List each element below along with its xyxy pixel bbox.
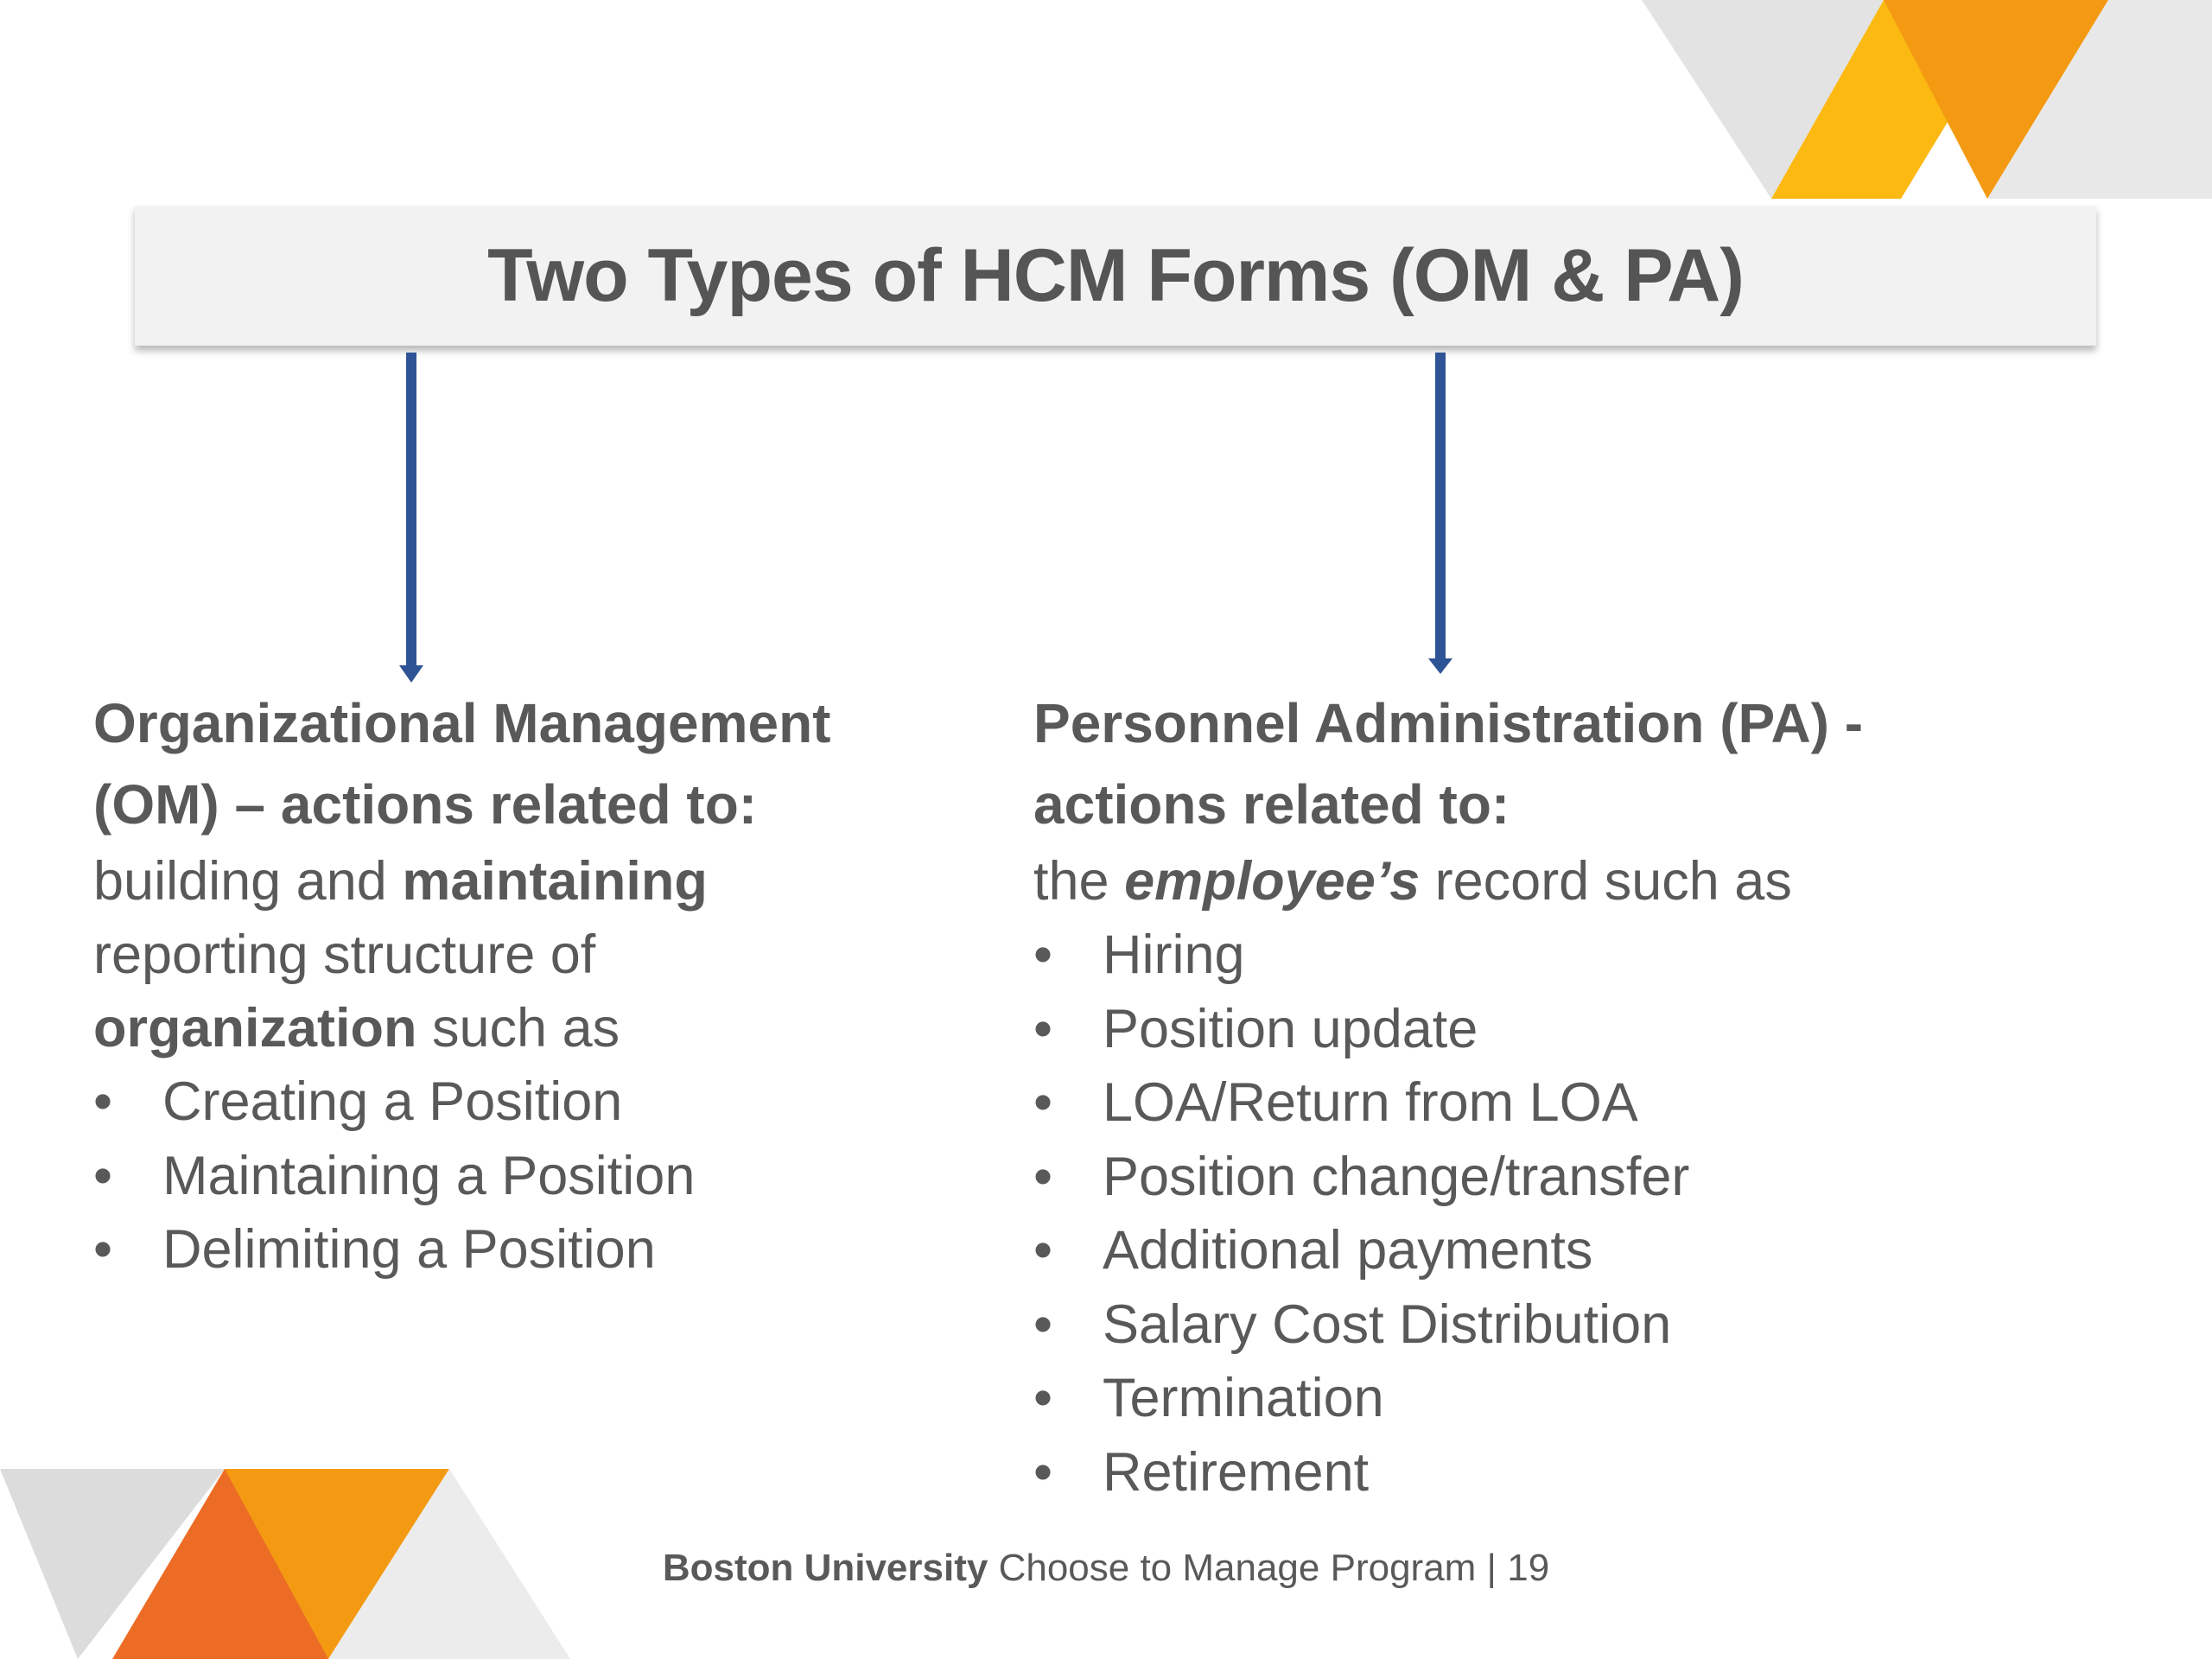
pa-heading-line1: Personnel Administration (PA) -: [1033, 692, 1864, 754]
list-item: [1033, 1214, 2174, 1288]
list-item-text: Termination: [1103, 1368, 1384, 1428]
bullet-icon: •: [1033, 1072, 1053, 1133]
bullet-icon: •: [1033, 1146, 1053, 1207]
list-item: [1033, 1141, 2174, 1215]
list-item: [93, 1065, 975, 1140]
pa-desc-pre: the: [1033, 851, 1125, 912]
list-item: [1033, 918, 2174, 993]
om-heading-line1: Organizational Management: [93, 692, 831, 754]
list-item-text: Hiring: [1103, 925, 1245, 985]
list-item-text: Position change/transfer: [1103, 1146, 1690, 1207]
bullet-icon: •: [1033, 1294, 1053, 1355]
list-item-text: Salary Cost Distribution: [1103, 1294, 1672, 1355]
pa-desc-employees: employee’s: [1124, 851, 1421, 912]
page-number: 19: [1507, 1547, 1550, 1589]
om-desc-line3-post: such as: [416, 998, 620, 1058]
list-item-text: Maintaining a Position: [162, 1145, 696, 1206]
om-desc-maintaining: maintaining: [402, 851, 708, 912]
list-item-text: Creating a Position: [162, 1071, 623, 1132]
footer-university: Boston University: [662, 1547, 988, 1589]
om-desc-line2: reporting structure of: [93, 925, 596, 985]
footer-program: Choose to Manage Program: [988, 1547, 1477, 1589]
om-heading: [93, 683, 975, 845]
list-item: [93, 1213, 975, 1287]
bullet-icon: •: [1033, 1441, 1053, 1503]
left-down-arrow: [399, 353, 423, 683]
list-item-text: Position update: [1103, 998, 1478, 1059]
bullet-icon: •: [1033, 925, 1053, 985]
bullet-icon: •: [1033, 1220, 1053, 1281]
om-heading-line2: (OM) – actions related to:: [93, 773, 758, 836]
bullet-icon: •: [93, 1219, 113, 1280]
list-item-text: Additional payments: [1103, 1220, 1593, 1281]
footer-separator: |: [1476, 1547, 1508, 1589]
pa-action-list: [1033, 918, 2174, 1510]
bullet-icon: •: [1033, 998, 1053, 1059]
slide-footer: [0, 1547, 2212, 1590]
title-box: [135, 206, 2096, 346]
slide-title: Two Types of HCM Forms (OM & PA): [487, 233, 1744, 317]
pa-heading: [1033, 683, 2174, 845]
om-desc-organization: organization: [93, 998, 417, 1058]
om-desc-line1-pre: building and: [93, 851, 403, 912]
list-item-text: Retirement: [1103, 1441, 1370, 1503]
list-item: [93, 1140, 975, 1214]
list-item: [1033, 1066, 2174, 1141]
connector-arrows: [0, 346, 2212, 691]
pa-heading-line2: actions related to:: [1033, 773, 1510, 836]
pa-desc-post: record such as: [1420, 851, 1792, 912]
pa-column: [1033, 683, 2174, 1510]
bullet-icon: •: [93, 1145, 113, 1206]
list-item: [1033, 993, 2174, 1067]
bullet-icon: •: [93, 1071, 113, 1132]
top-right-triangle-decoration: [1642, 0, 2212, 199]
list-item-text: LOA/Return from LOA: [1103, 1072, 1638, 1133]
om-column: [93, 683, 975, 1287]
list-item-text: Delimiting a Position: [162, 1219, 656, 1280]
list-item: [1033, 1288, 2174, 1363]
om-action-list: [93, 1065, 975, 1287]
right-down-arrow: [1428, 353, 1452, 674]
bullet-icon: •: [1033, 1368, 1053, 1428]
om-description: [93, 845, 975, 1065]
pa-description: [1033, 845, 2174, 918]
list-item: [1033, 1362, 2174, 1436]
list-item: [1033, 1436, 2174, 1510]
